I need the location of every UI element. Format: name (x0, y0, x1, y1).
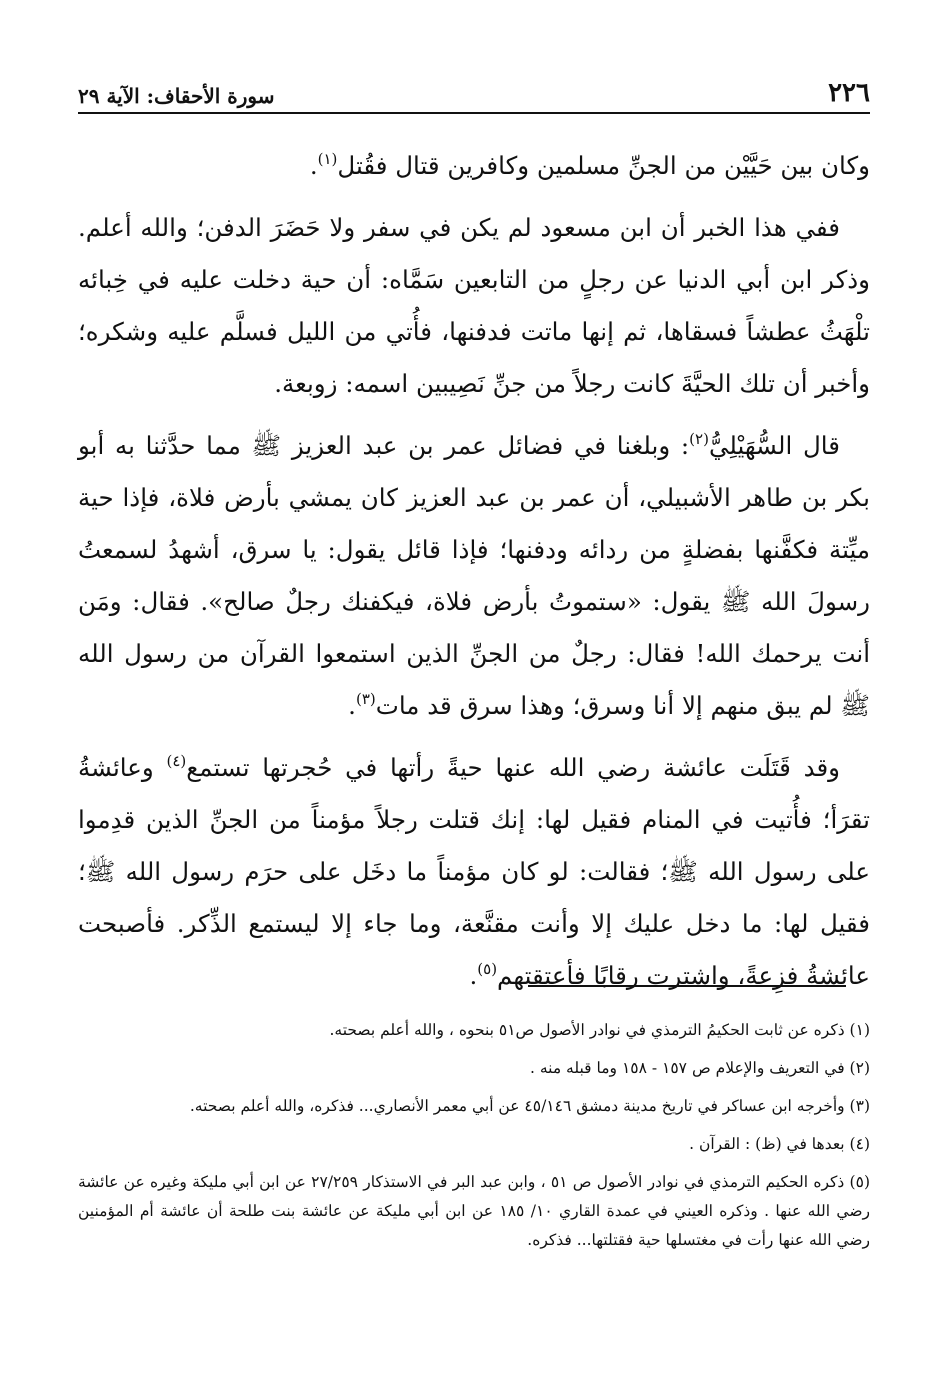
footnote-2: (٢) في التعريف والإعلام ص ١٥٧ - ١٥٨ وما قبله منه . (529, 1059, 870, 1077)
paragraph-4: وقد قَتَلَت عائشة رضي الله عنها حيةً رأتها في حُجرتها تستمع$^{(٤)}$ وعائشةُ تقرَأ؛ فأُتيت في المنام فقيل لها: إنك قتلت رجلاً مؤمناً من الجنِّ الذين قدِموا على رسول الله ﷺ؛ فقالت: لو كان مؤمناً ما دخَل على حرَم رسول الله ﷺ؛ فقيل لها: ما دخل عليك إلا وأنت مقنَّعة، وما جاء إلا ليستمع الذِّكر. فأصبحت عائشةُ فزِعةً، واشترت رقابًا فأعتقتهم$^{(٥)}$. (78, 752, 870, 990)
paragraph-2: ففي هذا الخبر أن ابن مسعود لم يكن في سفر ولا حَضَرَ الدفن؛ والله أعلم. وذكر ابن أبي الدنيا عن رجلٍ من التابعين سَمَّاه: أن حية دخلت عليه في خِبائه تلْهَثُ عطشاً فسقاها، ثم إنها ماتت فدفنها، فأُتي من الليل فسلَّم عليه وشكره؛ وأخبر أن تلك الحيَّةَ كانت رجلاً من جنِّ نَصِيبين اسمه: زوبعة. (78, 213, 870, 398)
footnotes (78, 1016, 870, 1264)
paragraph-3: قال السُّهَيْلِيُّ$^{(٢)}$: وبلغنا في فضائل عمر بن عبد العزيز ﷺ مما حدَّثنا به أبو بكر بن طاهر الأشبيلي، أن عمر بن عبد العزيز كان يمشي بأرض فلاة، فإذا حية ميِّتة فكفَّنها بفضلةٍ من ردائه ودفنها؛ فإذا قائل يقول: يا سرق، أشهدُ لسمعتُ رسولَ الله ﷺ يقول: «ستموتُ بأرض فلاة، فيكفنك رجلٌ صالح». فقال: ومَن أنت يرحمك الله! فقال: رجلٌ من الجنِّ الذين استمعوا القرآن من رسول الله ﷺ لم يبق منهم إلا أنا وسرق؛ وهذا سرق قد مات$^{(٣)}$. (78, 430, 870, 720)
footnote-ref-2: (٢) (689, 430, 709, 448)
footnote-3: (٣) وأخرجه ابن عساكر في تاريخ مدينة دمشق ٤٥/١٤٦ عن أبي معمر الأنصاري... فذكره، والله أعلم بصحته. (189, 1097, 870, 1115)
paragraph-1: وكان بين حَيَّيْن من الجنِّ مسلمين وكافرين قتال فقُتل$^{(١)}$. (309, 150, 870, 180)
footnote-1: (١) ذكره عن ثابت الحكيمُ الترمذي في نوادر الأصول ص٥١ بنحوه ، والله أعلم بصحته. (329, 1021, 870, 1039)
footnote-separator (528, 985, 846, 987)
page-header (78, 74, 870, 114)
main-text (78, 140, 870, 1012)
footnote-ref-4: (٤) (166, 752, 187, 770)
footnote-ref-3: (٣) (355, 690, 376, 708)
footnote-5: (٥) ذكره الحكيم الترمذي في نوادر الأصول ص ٥١ ، وابن عبد البر في الاستذكار ٢٧/٢٥٩ عن ابن أبي مليكة وغيره عن عائشة رضي الله عنها . وذكره العيني في عمدة القاري ١٠/ ١٨٥ عن ابن أبي مليكة عن عائشة بنت طلحة أن عائشة أم المؤمنين رضي الله عنها رأت في مغتسلها حية فقتلتها... فذكره. (78, 1173, 871, 1249)
footnote-4: (٤) بعدها في (ظ) : القرآن . (689, 1135, 870, 1153)
footnote-ref-5: (٥) (477, 960, 498, 978)
footnote-ref-1: (١) (317, 150, 338, 168)
running-title: سورة الأحقاف: الآية ٢٩ (78, 84, 275, 108)
page-number: ٢٢٦ (828, 78, 870, 108)
